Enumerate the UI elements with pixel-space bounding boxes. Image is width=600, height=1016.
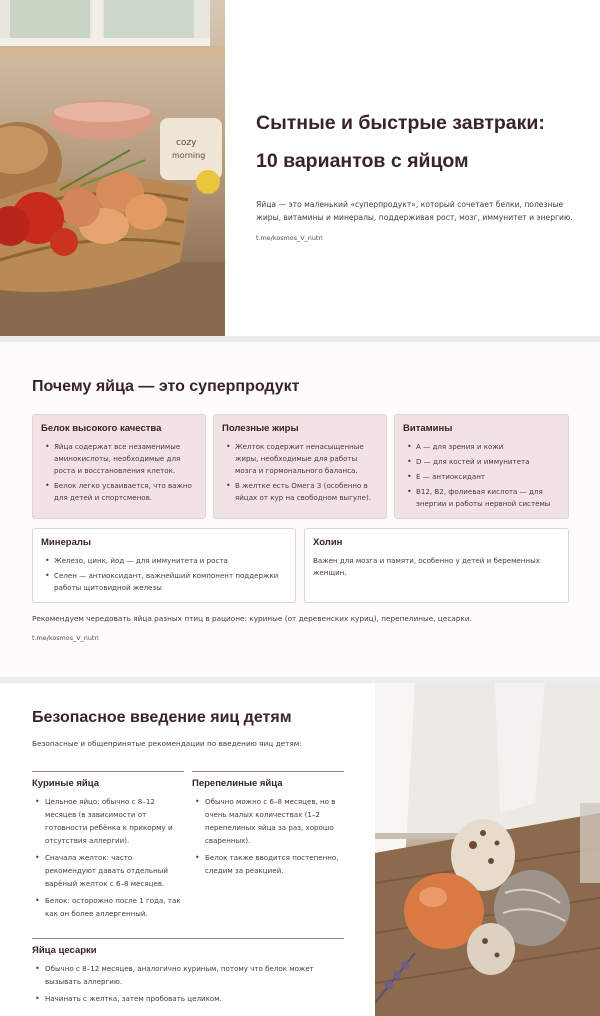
card-title: Минералы [41,537,92,548]
list-item: • Е — антиоксидант [403,471,560,483]
card-title: Белок высокого качества [41,423,162,434]
card-choline [304,528,569,603]
eggs-windowsill-photo [375,683,600,1016]
card-text: Важен для мозга и памяти, особенно у детей и беременных женщин. [313,556,540,577]
list-item: • Обычно можно с 6–8 месяцев, но в очень малых количествах (1–2 перепелиных яйца за раз, хорошо сваренных). [192,795,344,847]
slide-intro [0,0,600,336]
list-item: • В желтке есть Омега 3 (особенно в яйцах от кур на свободном выгуле). [222,480,378,504]
intro-description: Яйца — это маленький «суперпродукт», который сочетает белки, полезные жиры, витамины и минералы, поддерживая рост, мозг, иммунитет и энергию. [256,200,573,222]
kids-intro: Безопасные и общепринятые рекомендации по введению яиц детям: [32,739,302,748]
intro-title [256,104,576,180]
list-item: • Начинать с желтка, затем пробовать целиком. [32,992,344,1005]
intro-title-line1: Сытные и быстрые завтраки: [256,112,545,134]
card-protein [32,414,206,519]
list-item: • Сначала желток: часто рекомендуют давать отдельный варёный желток с 6–8 месяцев. [32,851,184,890]
list-item: • Белок: осторожно после 1 года, так как он более аллергенный. [32,894,184,920]
mug-text: morning [172,151,206,160]
breakfast-basket-photo [0,0,225,336]
list-item: • А — для зрения и кожи [403,441,560,453]
section-quail-eggs [192,771,344,881]
section-title: Яйца цесарки [32,945,97,956]
list-item: • Селен — антиоксидант, важнейший компонент поддержки работы щитовидной железы [41,570,287,594]
telegram-link[interactable]: t.me/kosmos_V_nutri [256,234,323,242]
eggs-windowsill-illustration [375,683,600,1016]
card-fats [213,414,387,519]
list-item: • Обычно с 8–12 месяцев, аналогично куриным, потому что белок может вызывать аллергию. [32,962,344,988]
card-title: Холин [313,537,343,548]
list-item: • Белок также вводится постепенно, следим за реакцией. [192,851,344,877]
list-item: • Белок легко усваивается, что важно для детей и спортсменов. [41,480,197,504]
list-item: • Желток содержит ненасыщенные жиры, необходимые для работы мозга и гормонального баланса. [222,441,378,477]
section-guinea-eggs [32,938,344,1009]
slide-superfood [0,342,600,677]
section-title: Куриные яйца [32,778,99,789]
superfood-title: Почему яйца — это суперпродукт [32,378,300,395]
card-minerals [32,528,296,603]
mug-text: cozy [176,138,197,148]
intro-title-line2: 10 вариантов с яйцом [256,150,469,172]
breakfast-basket-illustration [0,0,225,336]
list-item: • В12, В2, фолиевая кислота — для энергии и работы нервной системы [403,486,560,510]
section-title: Перепелиные яйца [192,778,283,789]
list-item: • Яйца содержат все незаменимые аминокислоты, необходимые для роста и восстановления клеток. [41,441,197,477]
card-title: Полезные жиры [222,423,299,434]
card-vitamins [394,414,569,519]
recommendation-note: Рекомендуем чередовать яйца разных птиц в рационе: куриные (от деревенских куриц), перепелиные, цесарки. [32,614,472,623]
kids-title: Безопасное введение яиц детям [32,709,292,726]
intro-text-block [256,104,576,242]
section-chicken-eggs [32,771,184,924]
slide-kids [0,683,600,1016]
telegram-link[interactable]: t.me/kosmos_V_nutri [32,634,99,642]
list-item: • D — для костей и иммунитета [403,456,560,468]
list-item: • Железо, цинк, йод — для иммунитета и роста [41,555,287,567]
list-item: • Цельное яйцо: обычно с 8–12 месяцев (в зависимости от готовности ребёнка к прикорму и отсутствия аллергии). [32,795,184,847]
card-title: Витамины [403,423,453,434]
